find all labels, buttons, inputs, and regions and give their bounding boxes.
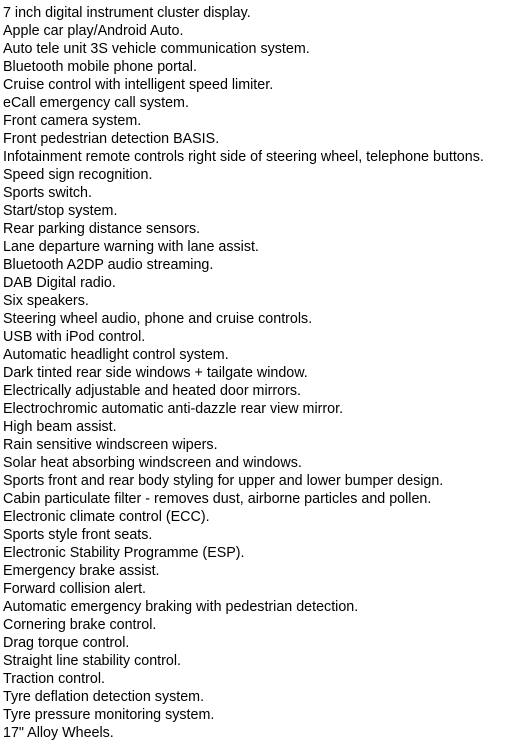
feature-item: Six speakers. [3, 293, 89, 309]
feature-item: Electrically adjustable and heated door mirrors. [3, 383, 302, 399]
feature-item: Electronic Stability Programme (ESP). [3, 545, 245, 561]
feature-item: Apple car play/Android Auto. [3, 23, 184, 39]
feature-item: High beam assist. [3, 419, 117, 435]
feature-item: 7 inch digital instrument cluster display. [3, 5, 251, 21]
feature-item: Sports switch. [3, 185, 92, 201]
feature-item: Electrochromic automatic anti-dazzle rear view mirror. [3, 401, 344, 417]
feature-item: Start/stop system. [3, 203, 118, 219]
feature-item: DAB Digital radio. [3, 275, 116, 291]
feature-item: Infotainment remote controls right side of steering wheel, telephone buttons. [3, 149, 484, 165]
feature-item: USB with iPod control. [3, 329, 146, 345]
feature-item: Sports front and rear body styling for upper and lower bumper design. [3, 473, 444, 489]
feature-item: Tyre deflation detection system. [3, 689, 205, 705]
feature-item: Sports style front seats. [3, 527, 153, 543]
feature-item: Solar heat absorbing windscreen and windows. [3, 455, 302, 471]
feature-item: Forward collision alert. [3, 581, 147, 597]
feature-item: Cabin particulate filter - removes dust, airborne particles and pollen. [3, 491, 432, 507]
feature-item: Rear parking distance sensors. [3, 221, 201, 237]
feature-item: Electronic climate control (ECC). [3, 509, 210, 525]
feature-item: 17" Alloy Wheels. [3, 725, 114, 741]
feature-item: Lane departure warning with lane assist. [3, 239, 259, 255]
feature-list [0, 4, 527, 742]
feature-item: Speed sign recognition. [3, 167, 153, 183]
feature-item: Emergency brake assist. [3, 563, 160, 579]
feature-item: Auto tele unit 3S vehicle communication system. [3, 41, 310, 57]
feature-item: Straight line stability control. [3, 653, 181, 669]
feature-item: Bluetooth mobile phone portal. [3, 59, 197, 75]
feature-item: eCall emergency call system. [3, 95, 189, 111]
feature-item: Cruise control with intelligent speed limiter. [3, 77, 274, 93]
feature-item: Bluetooth A2DP audio streaming. [3, 257, 214, 273]
feature-item: Front camera system. [3, 113, 142, 129]
feature-item: Automatic headlight control system. [3, 347, 229, 363]
feature-item: Steering wheel audio, phone and cruise controls. [3, 311, 313, 327]
feature-item: Automatic emergency braking with pedestrian detection. [3, 599, 359, 615]
feature-item: Dark tinted rear side windows + tailgate window. [3, 365, 308, 381]
feature-item: Cornering brake control. [3, 617, 157, 633]
feature-item: Front pedestrian detection BASIS. [3, 131, 220, 147]
feature-item: Tyre pressure monitoring system. [3, 707, 215, 723]
feature-item: Drag torque control. [3, 635, 130, 651]
feature-item: Traction control. [3, 671, 105, 687]
feature-item: Rain sensitive windscreen wipers. [3, 437, 218, 453]
